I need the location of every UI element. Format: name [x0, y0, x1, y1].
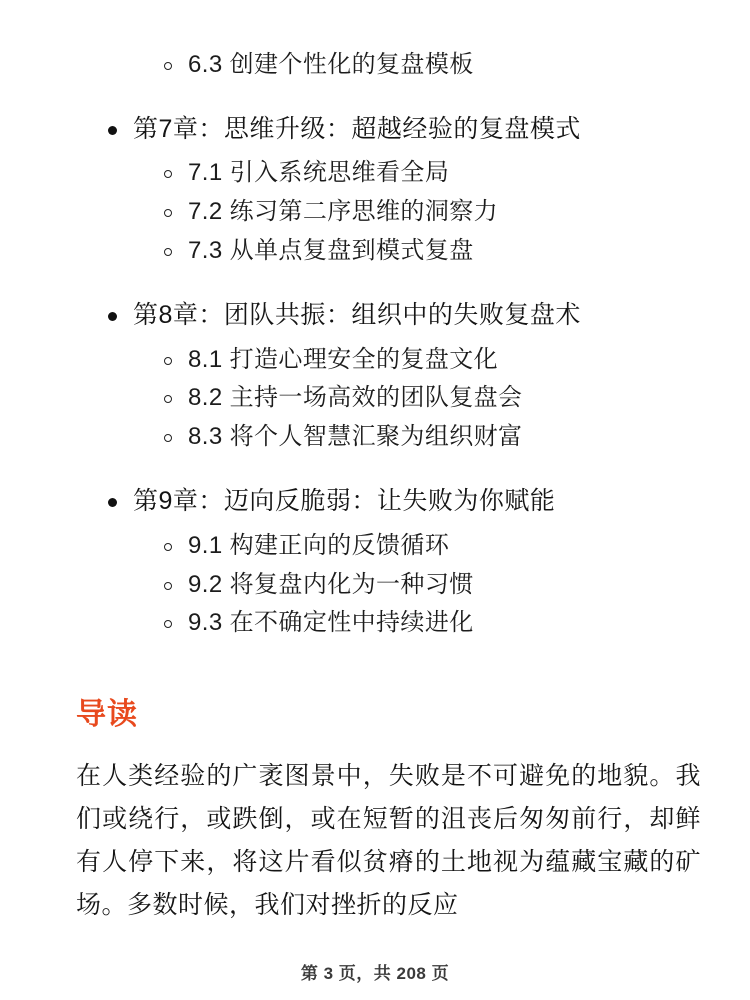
list-item[interactable]: [164, 232, 698, 271]
hollow-bullet-icon: [164, 582, 172, 590]
sub-list: [52, 341, 698, 458]
spacer: [52, 281, 698, 297]
spacer: [52, 95, 698, 111]
sub-list: [52, 46, 698, 85]
toc-chapter-title[interactable]: [108, 297, 698, 335]
toc-chapter-9: [52, 483, 698, 643]
toc-sub-label: 6.3 创建个性化的复盘模板: [188, 51, 474, 78]
list-item[interactable]: [164, 193, 698, 232]
list-item[interactable]: [164, 418, 698, 457]
list-item[interactable]: [164, 604, 698, 643]
toc-sub-label: 8.2 主持一场高效的团队复盘会: [188, 384, 523, 412]
sub-list: [52, 154, 698, 271]
sub-list: [52, 527, 698, 644]
hollow-bullet-icon: [164, 248, 172, 256]
toc-chapter-title[interactable]: [108, 483, 698, 521]
list-item[interactable]: [164, 379, 698, 418]
toc-chapter-7: [52, 111, 698, 271]
hollow-bullet-icon: [164, 434, 172, 442]
list-item[interactable]: [164, 154, 698, 193]
toc-chapter-label: 第8章：团队共振：组织中的失败复盘术: [133, 301, 581, 329]
toc-orphan-group: [52, 46, 698, 85]
filled-bullet-icon: [108, 312, 117, 321]
list-item[interactable]: [164, 46, 698, 85]
toc-sub-label: 9.3 在不确定性中持续进化: [188, 609, 474, 637]
hollow-bullet-icon: [164, 395, 172, 403]
table-of-contents: [52, 46, 698, 643]
toc-chapter-title[interactable]: [108, 111, 698, 149]
toc-chapter-label: 第7章：思维升级：超越经验的复盘模式: [133, 114, 581, 143]
section-heading: 导读: [76, 698, 138, 732]
hollow-bullet-icon: [164, 62, 172, 70]
list-item[interactable]: [164, 341, 698, 380]
filled-bullet-icon: [108, 498, 117, 507]
spacer: [52, 467, 698, 483]
toc-sub-label: 8.3 将个人智慧汇聚为组织财富: [188, 423, 523, 451]
toc-sub-label: 9.1 构建正向的反馈循环: [188, 531, 450, 559]
hollow-bullet-icon: [164, 620, 172, 628]
body-paragraph: 在人类经验的广袤图景中，失败是不可避免的地貌。我们或绕行，或跌倒，或在短暂的沮丧后匆匆前行，却鲜有人停下来，将这片看似贫瘠的土地视为蕴藏宝藏的矿场。多数时候，我们对挫折的反应: [76, 762, 701, 920]
filled-bullet-icon: [108, 126, 117, 135]
toc-sub-label: 8.1 打造心理安全的复盘文化: [188, 345, 499, 373]
hollow-bullet-icon: [164, 209, 172, 217]
list-item[interactable]: [164, 566, 698, 605]
hollow-bullet-icon: [164, 543, 172, 551]
page-footer: 第 3 页，共 208 页: [300, 964, 450, 983]
toc-chapter-8: [52, 297, 698, 457]
toc-sub-label: 7.1 引入系统思维看全局: [188, 159, 450, 187]
list-item[interactable]: [164, 527, 698, 566]
toc-sub-label: 7.2 练习第二序思维的洞察力: [188, 198, 499, 226]
hollow-bullet-icon: [164, 170, 172, 178]
toc-chapter-label: 第9章：迈向反脆弱：让失败为你赋能: [133, 487, 556, 516]
hollow-bullet-icon: [164, 357, 172, 365]
toc-sub-label: 7.3 从单点复盘到模式复盘: [188, 237, 474, 265]
toc-sub-label: 9.2 将复盘内化为一种习惯: [188, 570, 474, 598]
